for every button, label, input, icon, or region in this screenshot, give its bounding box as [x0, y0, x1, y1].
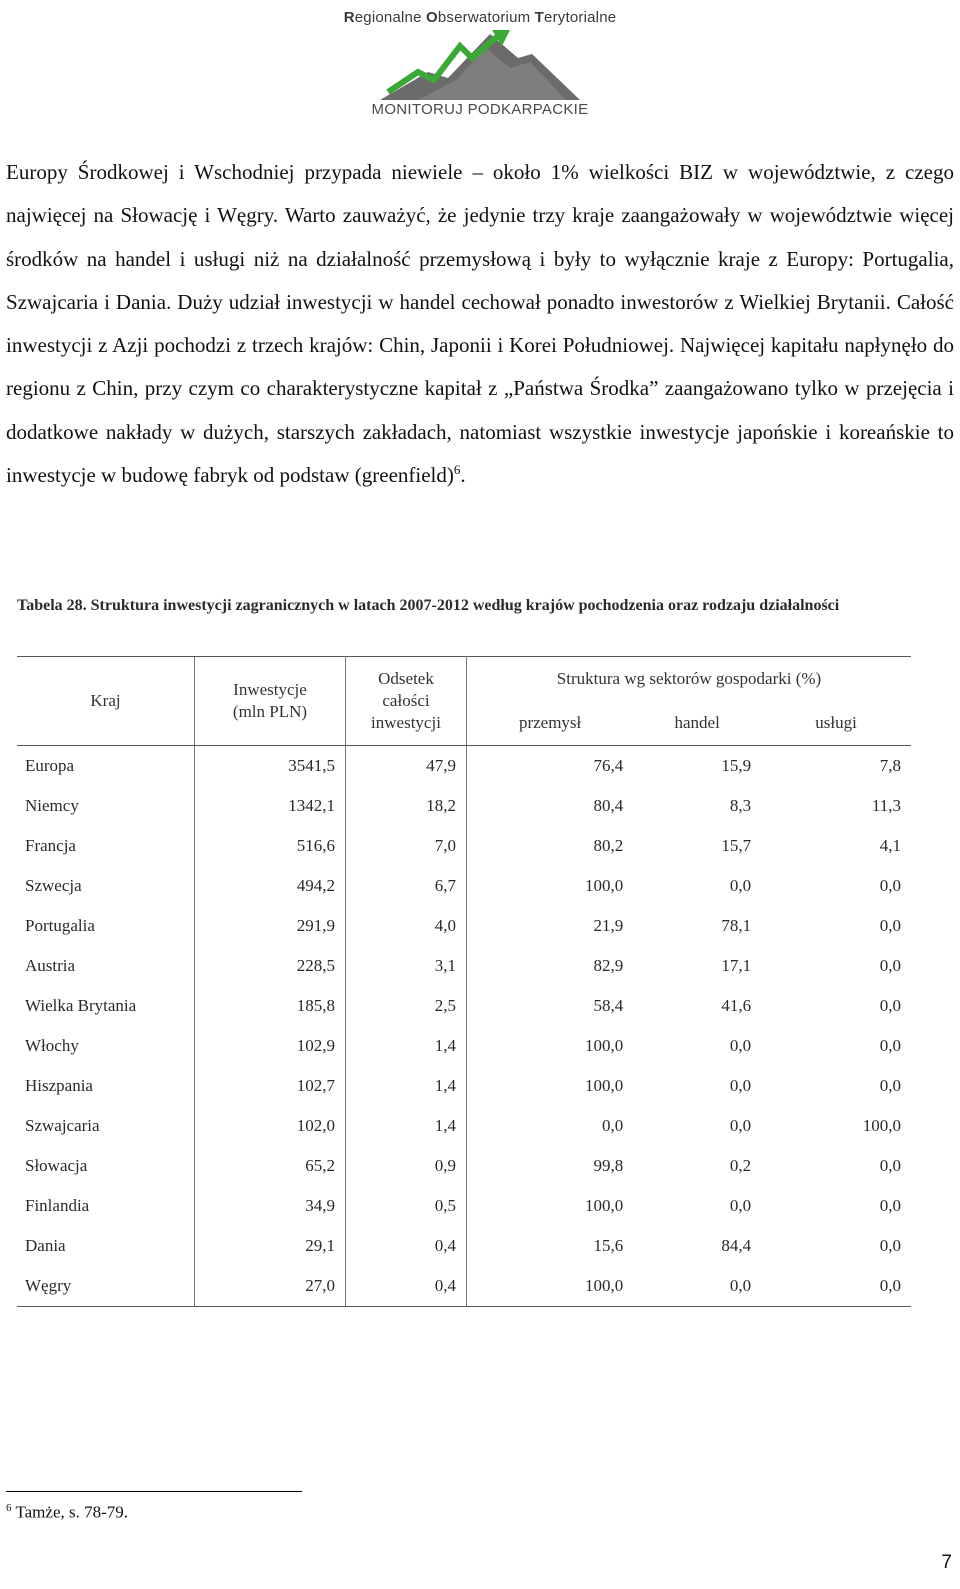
cell-handel: 8,3 — [729, 796, 752, 815]
cell-odsetek: 47,9 — [346, 746, 467, 787]
cell-kraj: Wielka Brytania — [25, 996, 137, 1015]
table-row — [17, 1066, 911, 1106]
cell-przemysl: 0,0 — [601, 1116, 624, 1135]
header-przemysl: przemysł — [467, 701, 634, 746]
organization-name: Regionalne Obserwatorium Terytorialne — [343, 9, 617, 26]
mountain-logo-icon — [360, 28, 600, 102]
cell-kraj: Austria — [25, 956, 76, 975]
cell-przemysl: 99,8 — [593, 1156, 624, 1175]
cell-uslugi: 0,0 — [879, 1036, 901, 1055]
cell-handel: 0,0 — [729, 1116, 752, 1135]
cell-przemysl: 76,4 — [593, 756, 624, 775]
cell-odsetek: 0,4 — [346, 1226, 467, 1266]
cell-uslugi: 0,0 — [879, 916, 901, 935]
cell-odsetek: 7,0 — [346, 826, 467, 866]
cell-przemysl: 100,0 — [584, 876, 624, 895]
cell-handel: 17,1 — [721, 956, 752, 975]
cell-kraj: Portugalia — [25, 916, 95, 935]
cell-handel: 41,6 — [721, 996, 752, 1015]
footnote-separator — [6, 1491, 302, 1492]
cell-przemysl: 82,9 — [593, 956, 624, 975]
cell-kraj: Francja — [25, 836, 76, 855]
cell-kraj: Włochy — [25, 1036, 79, 1055]
cell-odsetek: 3,1 — [346, 946, 467, 986]
cell-uslugi: 0,0 — [879, 1196, 901, 1215]
cell-inwestycje: 102,7 — [195, 1066, 346, 1106]
cell-kraj: Europa — [25, 756, 75, 775]
cell-odsetek: 0,4 — [346, 1266, 467, 1307]
cell-inwestycje: 494,2 — [195, 866, 346, 906]
cell-przemysl: 100,0 — [467, 1266, 634, 1307]
cell-handel: 0,0 — [729, 1076, 752, 1095]
table-row — [17, 1186, 911, 1226]
table-row — [17, 786, 911, 826]
cell-inwestycje: 3541,5 — [195, 746, 346, 787]
cell-przemysl: 100,0 — [584, 1196, 624, 1215]
header-kraj: Kraj — [17, 657, 195, 746]
cell-odsetek: 4,0 — [346, 906, 467, 946]
cell-odsetek: 0,9 — [346, 1146, 467, 1186]
table-row — [17, 906, 911, 946]
cell-handel: 0,0 — [729, 1036, 752, 1055]
cell-inwestycje: 65,2 — [195, 1146, 346, 1186]
table-row — [17, 1026, 911, 1066]
cell-handel: 0,0 — [729, 876, 752, 895]
header-inwestycje: Inwestycje (mln PLN) — [195, 657, 346, 746]
cell-handel: 15,7 — [721, 836, 752, 855]
footnote-reference[interactable]: 6 — [453, 462, 461, 478]
cell-uslugi: 0,0 — [879, 956, 901, 975]
table-row — [17, 946, 911, 986]
cell-przemysl: 100,0 — [584, 1036, 624, 1055]
cell-inwestycje: 102,0 — [195, 1106, 346, 1146]
cell-inwestycje: 516,6 — [195, 826, 346, 866]
body-paragraph: Europy Środkowej i Wschodniej przypada niewiele – około 1% wielkości BIZ w województwie, z czego najwięcej na Słowację i Węgry. Warto zauważyć, że jedynie trzy kraje zaangażowały w województwie więcej środków na handel i usługi niż na działalność przemysłową i były to wyłącznie kraje z Europy: Portugalia, Szwajcaria i Dania. Duży udział inwestycji w handel cechował ponadto inwestorów z Wielkiej Brytanii. Całość inwestycji z Azji pochodzi z trzech krajów: Chin, Japonii i Korei Południowej. Najwięcej kapitału napłynęło do regionu z Chin, przy czym co charakterystyczne kapitał z „Państwa Środka” zaangażowano tylko w przejęcia i dodatkowe nakłady w dużych, starszych zakładach, natomiast wszystkie inwestycje japońskie i koreańskie to inwestycje w budowę fabryk od podstaw (greenfield)$^6$. — [6, 160, 954, 488]
brand-name: MONITORUJ PODKARPACKIE — [371, 101, 589, 118]
cell-inwestycje: 102,9 — [195, 1026, 346, 1066]
cell-uslugi: 0,0 — [879, 996, 901, 1015]
cell-odsetek: 2,5 — [346, 986, 467, 1026]
cell-przemysl: 100,0 — [584, 1076, 624, 1095]
cell-kraj: Finlandia — [25, 1196, 90, 1215]
cell-handel: 0,2 — [729, 1156, 752, 1175]
cell-inwestycje: 1342,1 — [195, 786, 346, 826]
table-row — [17, 746, 911, 787]
cell-kraj: Szwecja — [25, 876, 82, 895]
cell-przemysl: 21,9 — [593, 916, 624, 935]
cell-inwestycje: 291,9 — [195, 906, 346, 946]
cell-uslugi: 0,0 — [879, 1076, 901, 1095]
header-odsetek: Odsetek całości inwestycji — [346, 657, 467, 746]
cell-odsetek: 0,5 — [346, 1186, 467, 1226]
cell-inwestycje: 185,8 — [195, 986, 346, 1026]
table-row — [17, 1106, 911, 1146]
table-title: Tabela 28. Struktura inwestycji zagranicznych w latach 2007-2012 według krajów pochodzenia oraz rodzaju działalności — [17, 597, 840, 614]
cell-inwestycje: 29,1 — [195, 1226, 346, 1266]
table-row — [17, 866, 911, 906]
cell-przemysl: 80,2 — [593, 836, 624, 855]
cell-przemysl: 58,4 — [593, 996, 624, 1015]
cell-uslugi: 100,0 — [862, 1116, 901, 1135]
header-struktura: Struktura wg sektorów gospodarki (%) — [467, 657, 912, 702]
page-number: 7 — [941, 1552, 952, 1573]
cell-inwestycje: 27,0 — [195, 1266, 346, 1307]
cell-handel: 0,0 — [729, 1196, 752, 1215]
cell-handel: 0,0 — [633, 1266, 761, 1307]
cell-kraj: Słowacja — [25, 1156, 88, 1175]
cell-handel: 78,1 — [721, 916, 752, 935]
cell-kraj: Dania — [25, 1236, 66, 1255]
cell-odsetek: 6,7 — [346, 866, 467, 906]
table-row — [17, 1146, 911, 1186]
cell-inwestycje: 228,5 — [195, 946, 346, 986]
cell-kraj: Węgry — [17, 1266, 195, 1307]
cell-przemysl: 80,4 — [593, 796, 624, 815]
table-row — [17, 1266, 911, 1307]
cell-handel: 15,9 — [721, 756, 752, 775]
footnote: $^6$ Tamże, s. 78-79. — [6, 1502, 129, 1522]
cell-uslugi: 7,8 — [879, 756, 901, 775]
cell-uslugi: 0,0 — [879, 1156, 901, 1175]
cell-inwestycje: 34,9 — [195, 1186, 346, 1226]
cell-uslugi: 4,1 — [879, 836, 901, 855]
cell-odsetek: 18,2 — [346, 786, 467, 826]
page-header — [0, 0, 960, 130]
table-row — [17, 826, 911, 866]
cell-uslugi: 0,0 — [879, 876, 901, 895]
table-row — [17, 1226, 911, 1266]
header-uslugi: usługi — [761, 701, 911, 746]
cell-kraj: Szwajcaria — [25, 1116, 100, 1135]
table-row — [17, 986, 911, 1026]
cell-odsetek: 1,4 — [346, 1066, 467, 1106]
header-handel: handel — [633, 701, 761, 746]
cell-przemysl: 15,6 — [593, 1236, 624, 1255]
cell-uslugi: 0,0 — [761, 1266, 911, 1307]
cell-odsetek: 1,4 — [346, 1106, 467, 1146]
cell-uslugi: 0,0 — [879, 1236, 901, 1255]
cell-kraj: Hiszpania — [25, 1076, 93, 1095]
cell-kraj: Niemcy — [25, 796, 79, 815]
investment-table — [17, 656, 911, 1307]
cell-handel: 84,4 — [721, 1236, 752, 1255]
cell-odsetek: 1,4 — [346, 1026, 467, 1066]
cell-uslugi: 11,3 — [871, 796, 901, 815]
